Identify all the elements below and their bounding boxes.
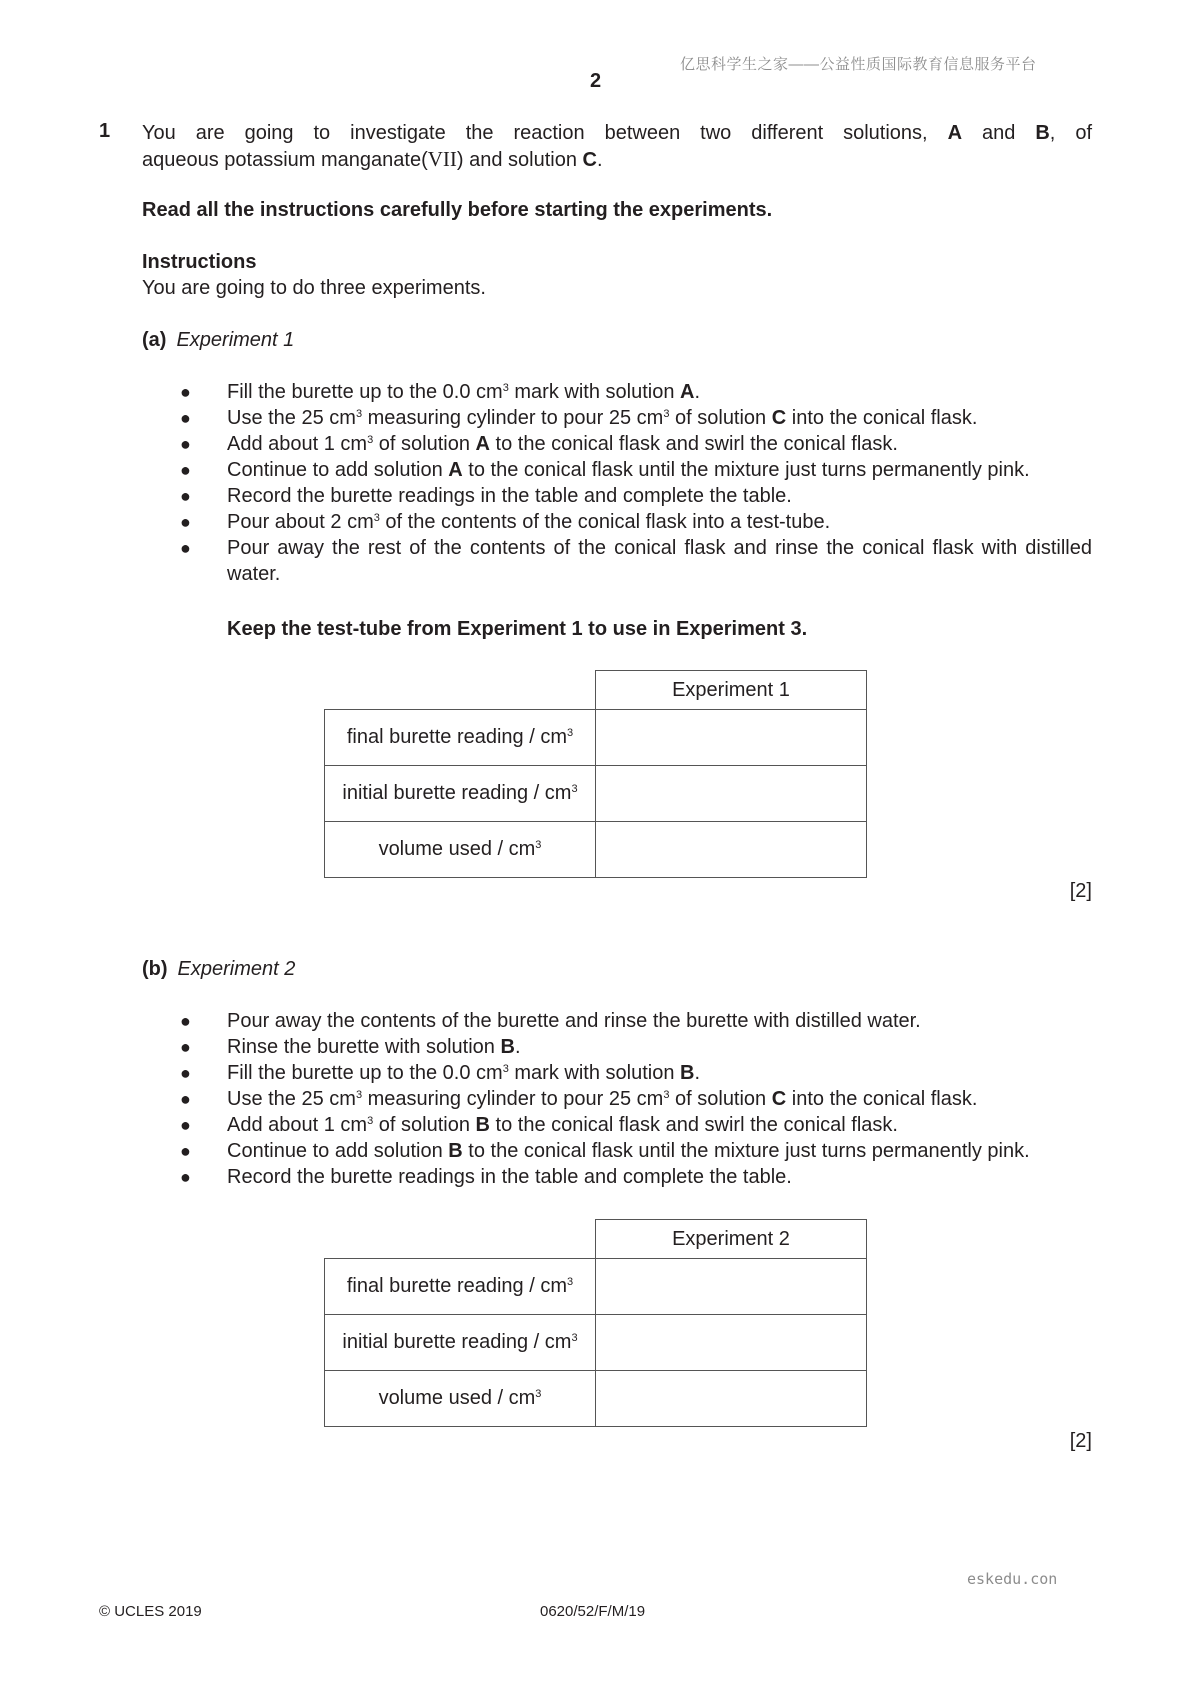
table-column-header: Experiment 2 (596, 1220, 867, 1259)
table-row (325, 822, 867, 878)
list-item: ● Record the burette readings in the table and complete the table. (180, 1166, 792, 1188)
list-item: ● Add about 1 $cm^3$ of solution B to the conical flask and swirl the conical flask. (180, 1114, 898, 1136)
instructions-text: You are going to do three experiments. (142, 277, 486, 299)
list-item: ● Rinse the burette with solution B. (180, 1036, 521, 1058)
row-label: final burette reading / $cm^3$ (325, 1259, 596, 1315)
row-label: volume used / $cm^3$ (325, 1371, 596, 1427)
intro-line-2: aqueous potassium manganate(VII) and solution C. (142, 147, 603, 171)
list-item: ● Use the 25 $cm^3$ measuring cylinder to pour 25 $cm^3$ of solution C into the conical flask. (180, 407, 978, 429)
final-reading-cell-exp2[interactable] (596, 1259, 867, 1315)
intro-line-1: You are going to investigate the reaction between two different solutions, A and B, of (142, 122, 1092, 144)
keep-test-tube-note: Keep the test-tube from Experiment 1 to use in Experiment 3. (227, 618, 808, 640)
table-row (325, 1315, 867, 1371)
list-item: ● Add about 1 $cm^3$ of solution A to the conical flask and swirl the conical flask. (180, 433, 898, 455)
row-label: volume used / $cm^3$ (325, 822, 596, 878)
final-reading-cell-exp1[interactable] (596, 710, 867, 766)
part-a-steps (180, 379, 1092, 587)
bullet-icon: ● (180, 1141, 191, 1161)
site-watermark: eskedu.con (967, 1570, 1058, 1588)
bullet-icon: ● (180, 434, 191, 454)
row-label: initial burette reading / $cm^3$ (325, 766, 596, 822)
part-a-marks: [2] (1069, 880, 1092, 902)
page-number: 2 (589, 70, 602, 92)
copyright-text: © UCLES 2019 (99, 1603, 202, 1620)
row-label: final burette reading / $cm^3$ (325, 710, 596, 766)
bullet-icon: ● (180, 460, 191, 480)
table-row (325, 766, 867, 822)
list-item: ● Continue to add solution B to the conical flask until the mixture just turns permanently pink. (180, 1140, 1030, 1162)
list-item: ● Record the burette readings in the table and complete the table. (180, 485, 792, 507)
volume-used-cell-exp1[interactable] (596, 822, 867, 878)
list-item: ● Pour about 2 $cm^3$ of the contents of the conical flask into a test-tube. (180, 511, 831, 533)
bullet-icon: ● (180, 1037, 191, 1057)
bullet-icon: ● (180, 512, 191, 532)
bullet-icon: ● (180, 486, 191, 506)
list-item: ● Fill the burette up to the 0.0 $cm^3$ mark with solution A. (180, 381, 701, 403)
bullet-icon: ● (180, 538, 191, 558)
bullet-icon: ● (180, 1115, 191, 1135)
part-a-heading: (a) Experiment 1 (142, 329, 295, 351)
list-item: ● Continue to add solution A to the conical flask until the mixture just turns permanently pink. (180, 459, 1030, 481)
table-column-header: Experiment 1 (596, 671, 867, 710)
part-b-marks: [2] (1069, 1430, 1092, 1452)
question-number: 1 (99, 120, 111, 142)
question-intro (142, 120, 1092, 173)
bullet-icon: ● (180, 408, 191, 428)
table-row (325, 1259, 867, 1315)
read-all-instruction: Read all the instructions carefully before starting the experiments. (142, 199, 773, 221)
bullet-icon: ● (180, 1167, 191, 1187)
experiment-1-table (324, 670, 867, 878)
bullet-icon: ● (180, 1011, 191, 1031)
list-item: ● Pour away the rest of the contents of the conical flask and rinse the conical flask with distilled water. (180, 537, 1092, 585)
table-row (325, 710, 867, 766)
list-item: ● Fill the burette up to the 0.0 $cm^3$ mark with solution B. (180, 1062, 701, 1084)
experiment-2-table (324, 1219, 867, 1427)
bullet-icon: ● (180, 1089, 191, 1109)
paper-code: 0620/52/F/M/19 (540, 1603, 646, 1620)
header-watermark-text: 亿思科学生之家——公益性质国际教育信息服务平台 (680, 56, 1037, 73)
list-item: ● Pour away the contents of the burette and rinse the burette with distilled water. (180, 1010, 921, 1032)
row-label: initial burette reading / $cm^3$ (325, 1315, 596, 1371)
part-b-steps (180, 1008, 1092, 1190)
bullet-icon: ● (180, 1063, 191, 1083)
initial-reading-cell-exp2[interactable] (596, 1315, 867, 1371)
part-b-heading: (b) Experiment 2 (142, 958, 296, 980)
initial-reading-cell-exp1[interactable] (596, 766, 867, 822)
instructions-heading: Instructions (142, 251, 257, 273)
table-row (325, 1371, 867, 1427)
list-item: ● Use the 25 $cm^3$ measuring cylinder to pour 25 $cm^3$ of solution C into the conical flask. (180, 1088, 978, 1110)
volume-used-cell-exp2[interactable] (596, 1371, 867, 1427)
bullet-icon: ● (180, 382, 191, 402)
